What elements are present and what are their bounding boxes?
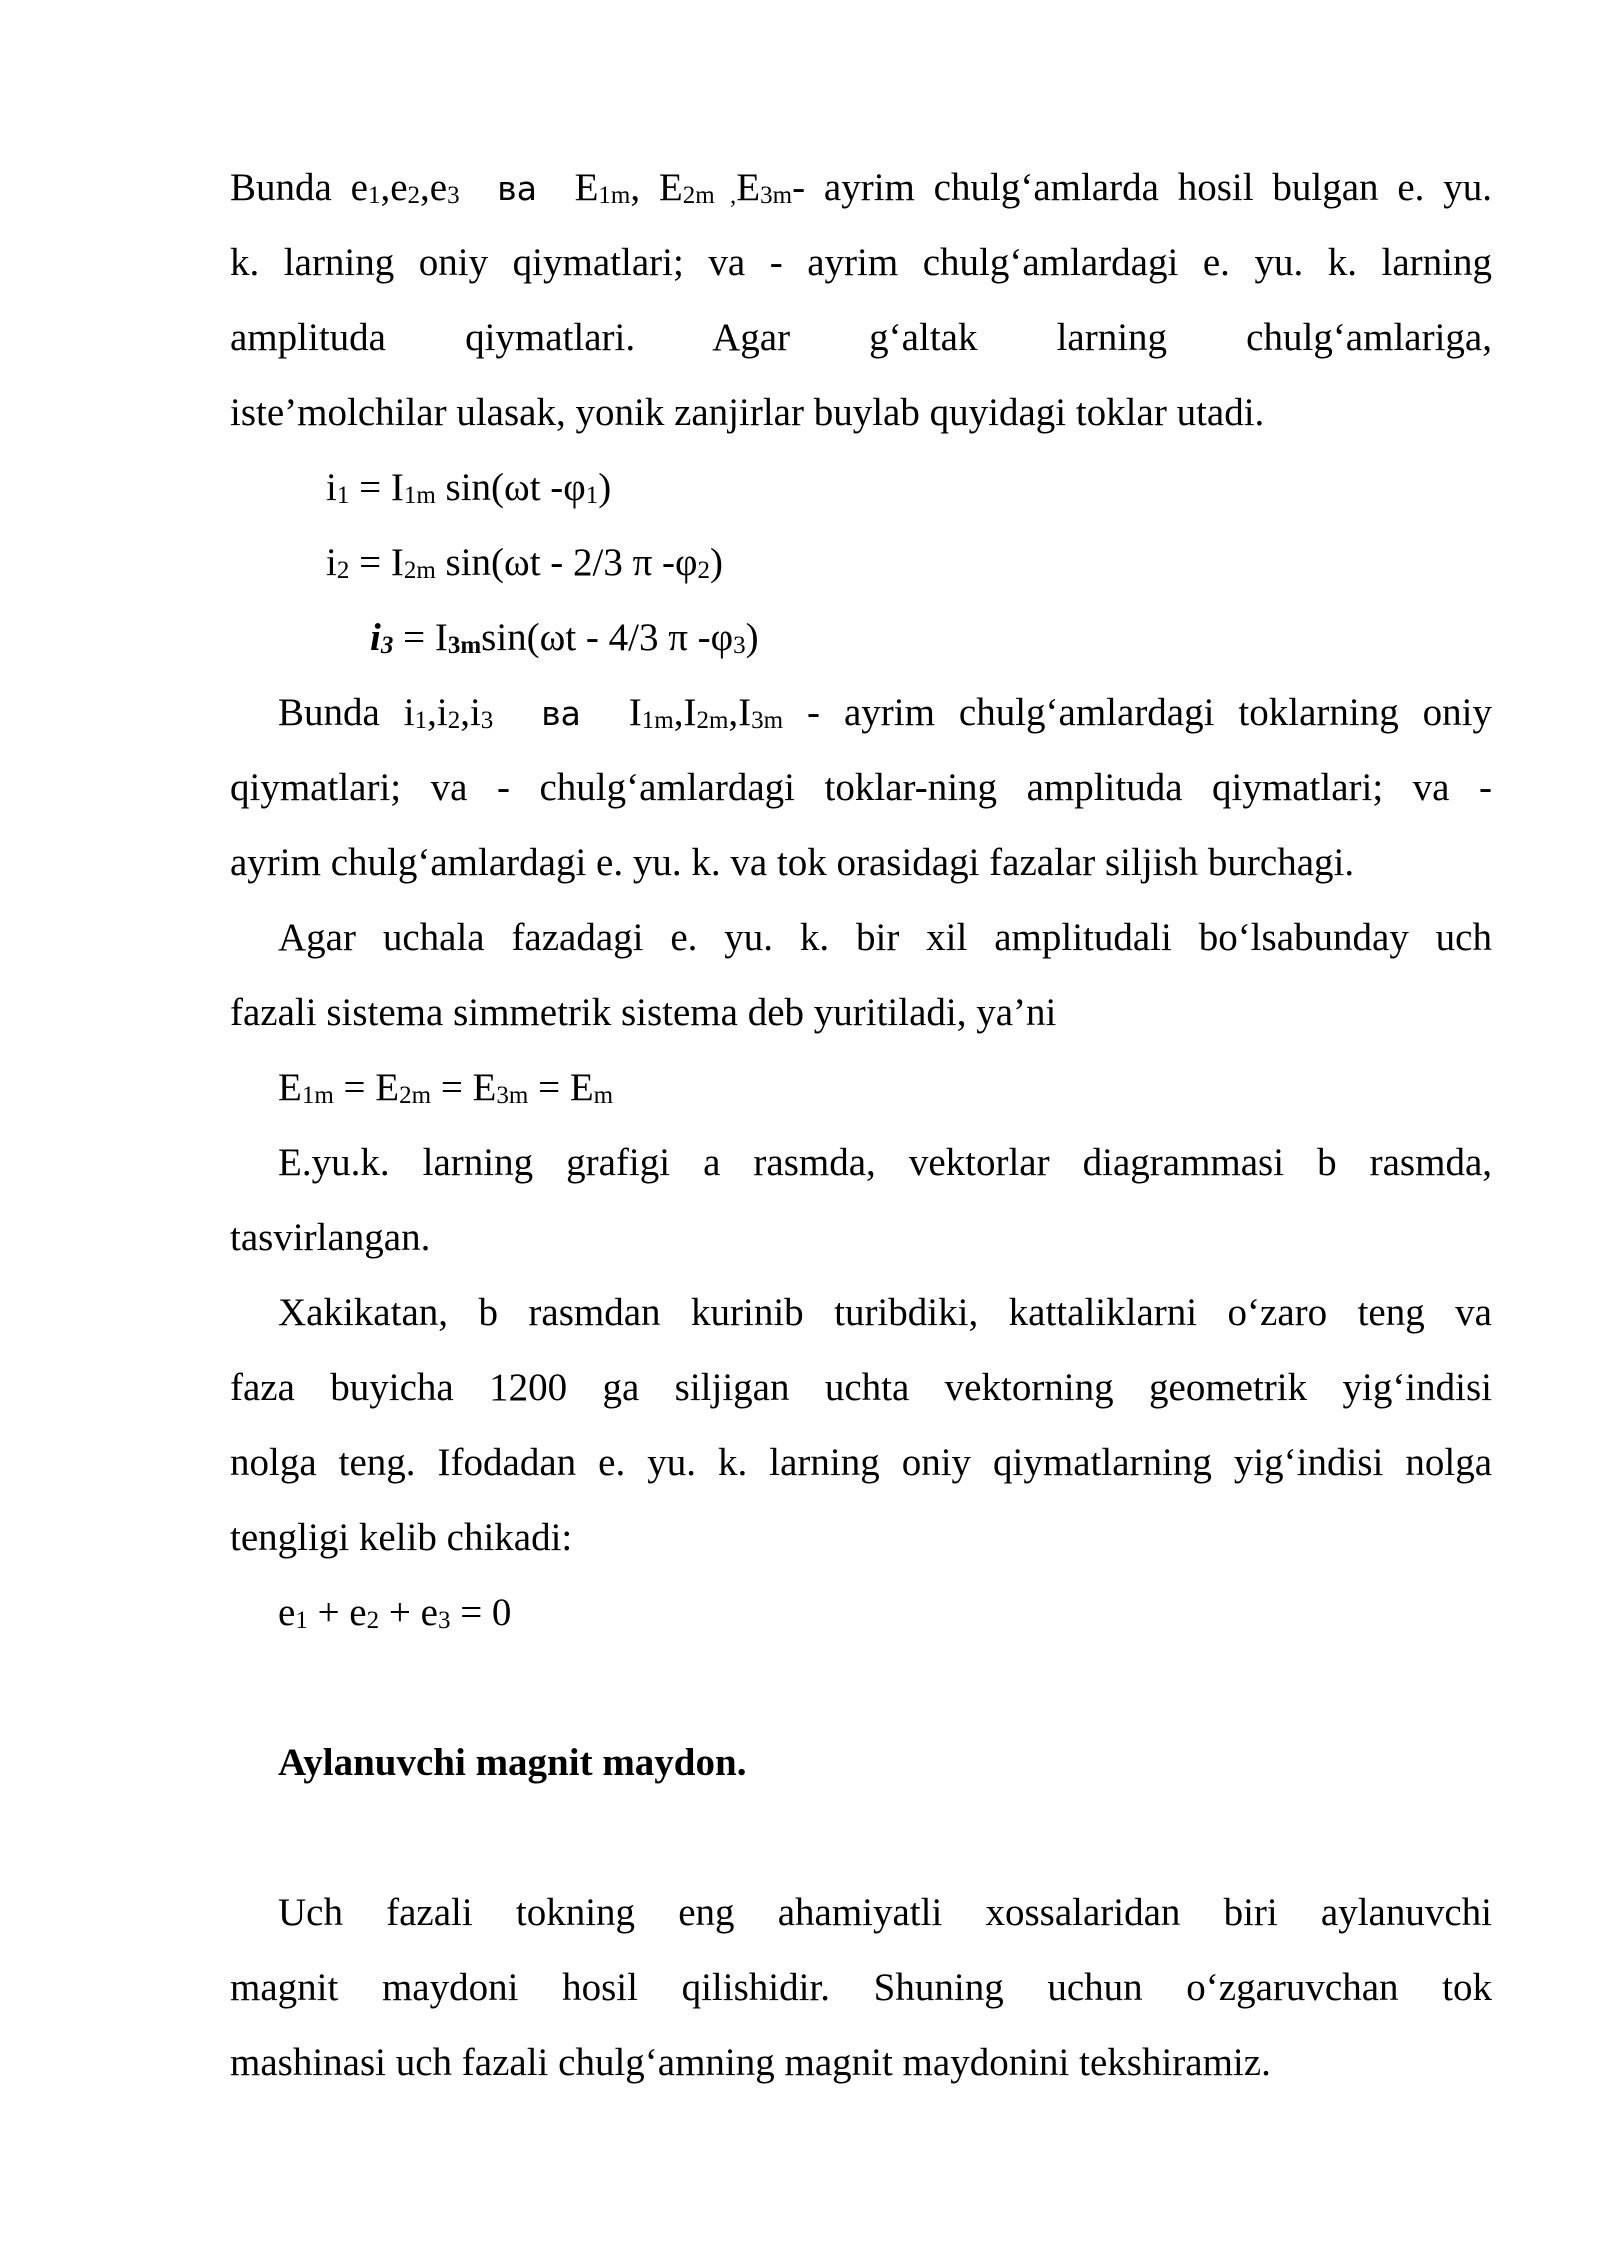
paragraph-5-line-1: Xakikatan, b rasmdan kurinib turibdiki, kattaliklarni o‘zaro teng va: [278, 1291, 1492, 1334]
paragraph-1-line-4: iste’molchilar ulasak, yonik zanjirlar buylab quyidagi toklar utadi.: [230, 391, 1265, 434]
section-heading: Aylanuvchi magnit maydon.: [278, 1741, 747, 1784]
paragraph-4-line-1: E.yu.k. larning grafigi a rasmda, vektorlar diagrammasi b rasmda,: [278, 1141, 1492, 1184]
paragraph-5-line-2: faza buyicha 1200 ga siljigan uchta vektorning geometrik yig‘indisi: [230, 1366, 1492, 1409]
paragraph-1-line-2: k. larning oniy qiymatlari; va - ayrim chulg‘amlardagi e. yu. k. larning: [230, 241, 1492, 284]
paragraph-2-line-2: qiymatlari; va - chulg‘amlardagi toklar-ning amplituda qiymatlari; va -: [230, 766, 1492, 809]
paragraph-1-line-3: amplituda qiymatlari. Agar g‘altak larning chulg‘amlariga,: [230, 316, 1492, 359]
paragraph-3-line-2: fazali sistema simmetrik sistema deb yuritiladi, ya’ni: [230, 991, 1057, 1034]
paragraph-3-line-1: Agar uchala fazadagi e. yu. k. bir xil amplitudali bo‘lsabunday uch: [278, 916, 1492, 959]
equation-i3: $i_3 = I_{3m}\sin(\omega t - 4/3$ π $-\varphi_3$): [370, 616, 759, 659]
equation-i1: $i_1 = I_{1m}$ sin(ωt $-\varphi_1$): [326, 466, 612, 509]
spacer: [230, 1650, 1492, 1725]
equation-emf-amplitudes: $E_{1m} = E_{2m} = E_{3m} = E_m$: [278, 1066, 614, 1109]
paragraph-5-line-3: nolga teng. Ifodadan e. yu. k. larning oniy qiymatlarning yig‘indisi nolga: [230, 1441, 1492, 1484]
paragraph-6-line-1: Uch fazali tokning eng ahamiyatli xossalaridan biri aylanuvchi: [278, 1891, 1492, 1934]
paragraph-5-line-4: tengligi kelib chikadi:: [230, 1516, 573, 1559]
paragraph-2-line-3: ayrim chulg‘amlardagi e. yu. k. va tok orasidagi fazalar siljish burchagi.: [230, 841, 1355, 884]
paragraph-4-line-2: tasvirlangan.: [230, 1216, 431, 1259]
equation-emf-sum: $e_1 + e_2 + e_3 = 0$: [278, 1591, 512, 1634]
paragraph-6-line-3: mashinasi uch fazali chulg‘amning magnit maydonini tekshiramiz.: [230, 2041, 1271, 2084]
paragraph-6-line-2: magnit maydoni hosil qilishidir. Shuning uchun o‘zgaruvchan tok: [230, 1966, 1492, 2009]
spacer: [230, 1800, 1492, 1875]
paragraph-1-line-1: Bunda $e_1,e_2,e_3$ ва $E_{1m}$, $E_{2m ,}E_{3m}-$ ayrim chulg‘amlarda hosil bulgan e. yu.: [230, 166, 1493, 209]
equation-i2: $i_2 = I_{2m}$ sin(ωt - 2/3 π $-\varphi_2$): [326, 541, 724, 584]
paragraph-2-line-1: Bunda $i_1,i_2,i_3$ ва $I_{1m},I_{2m},I_{3m}$ - ayrim chulg‘amlardagi toklarning oniy: [278, 691, 1492, 734]
